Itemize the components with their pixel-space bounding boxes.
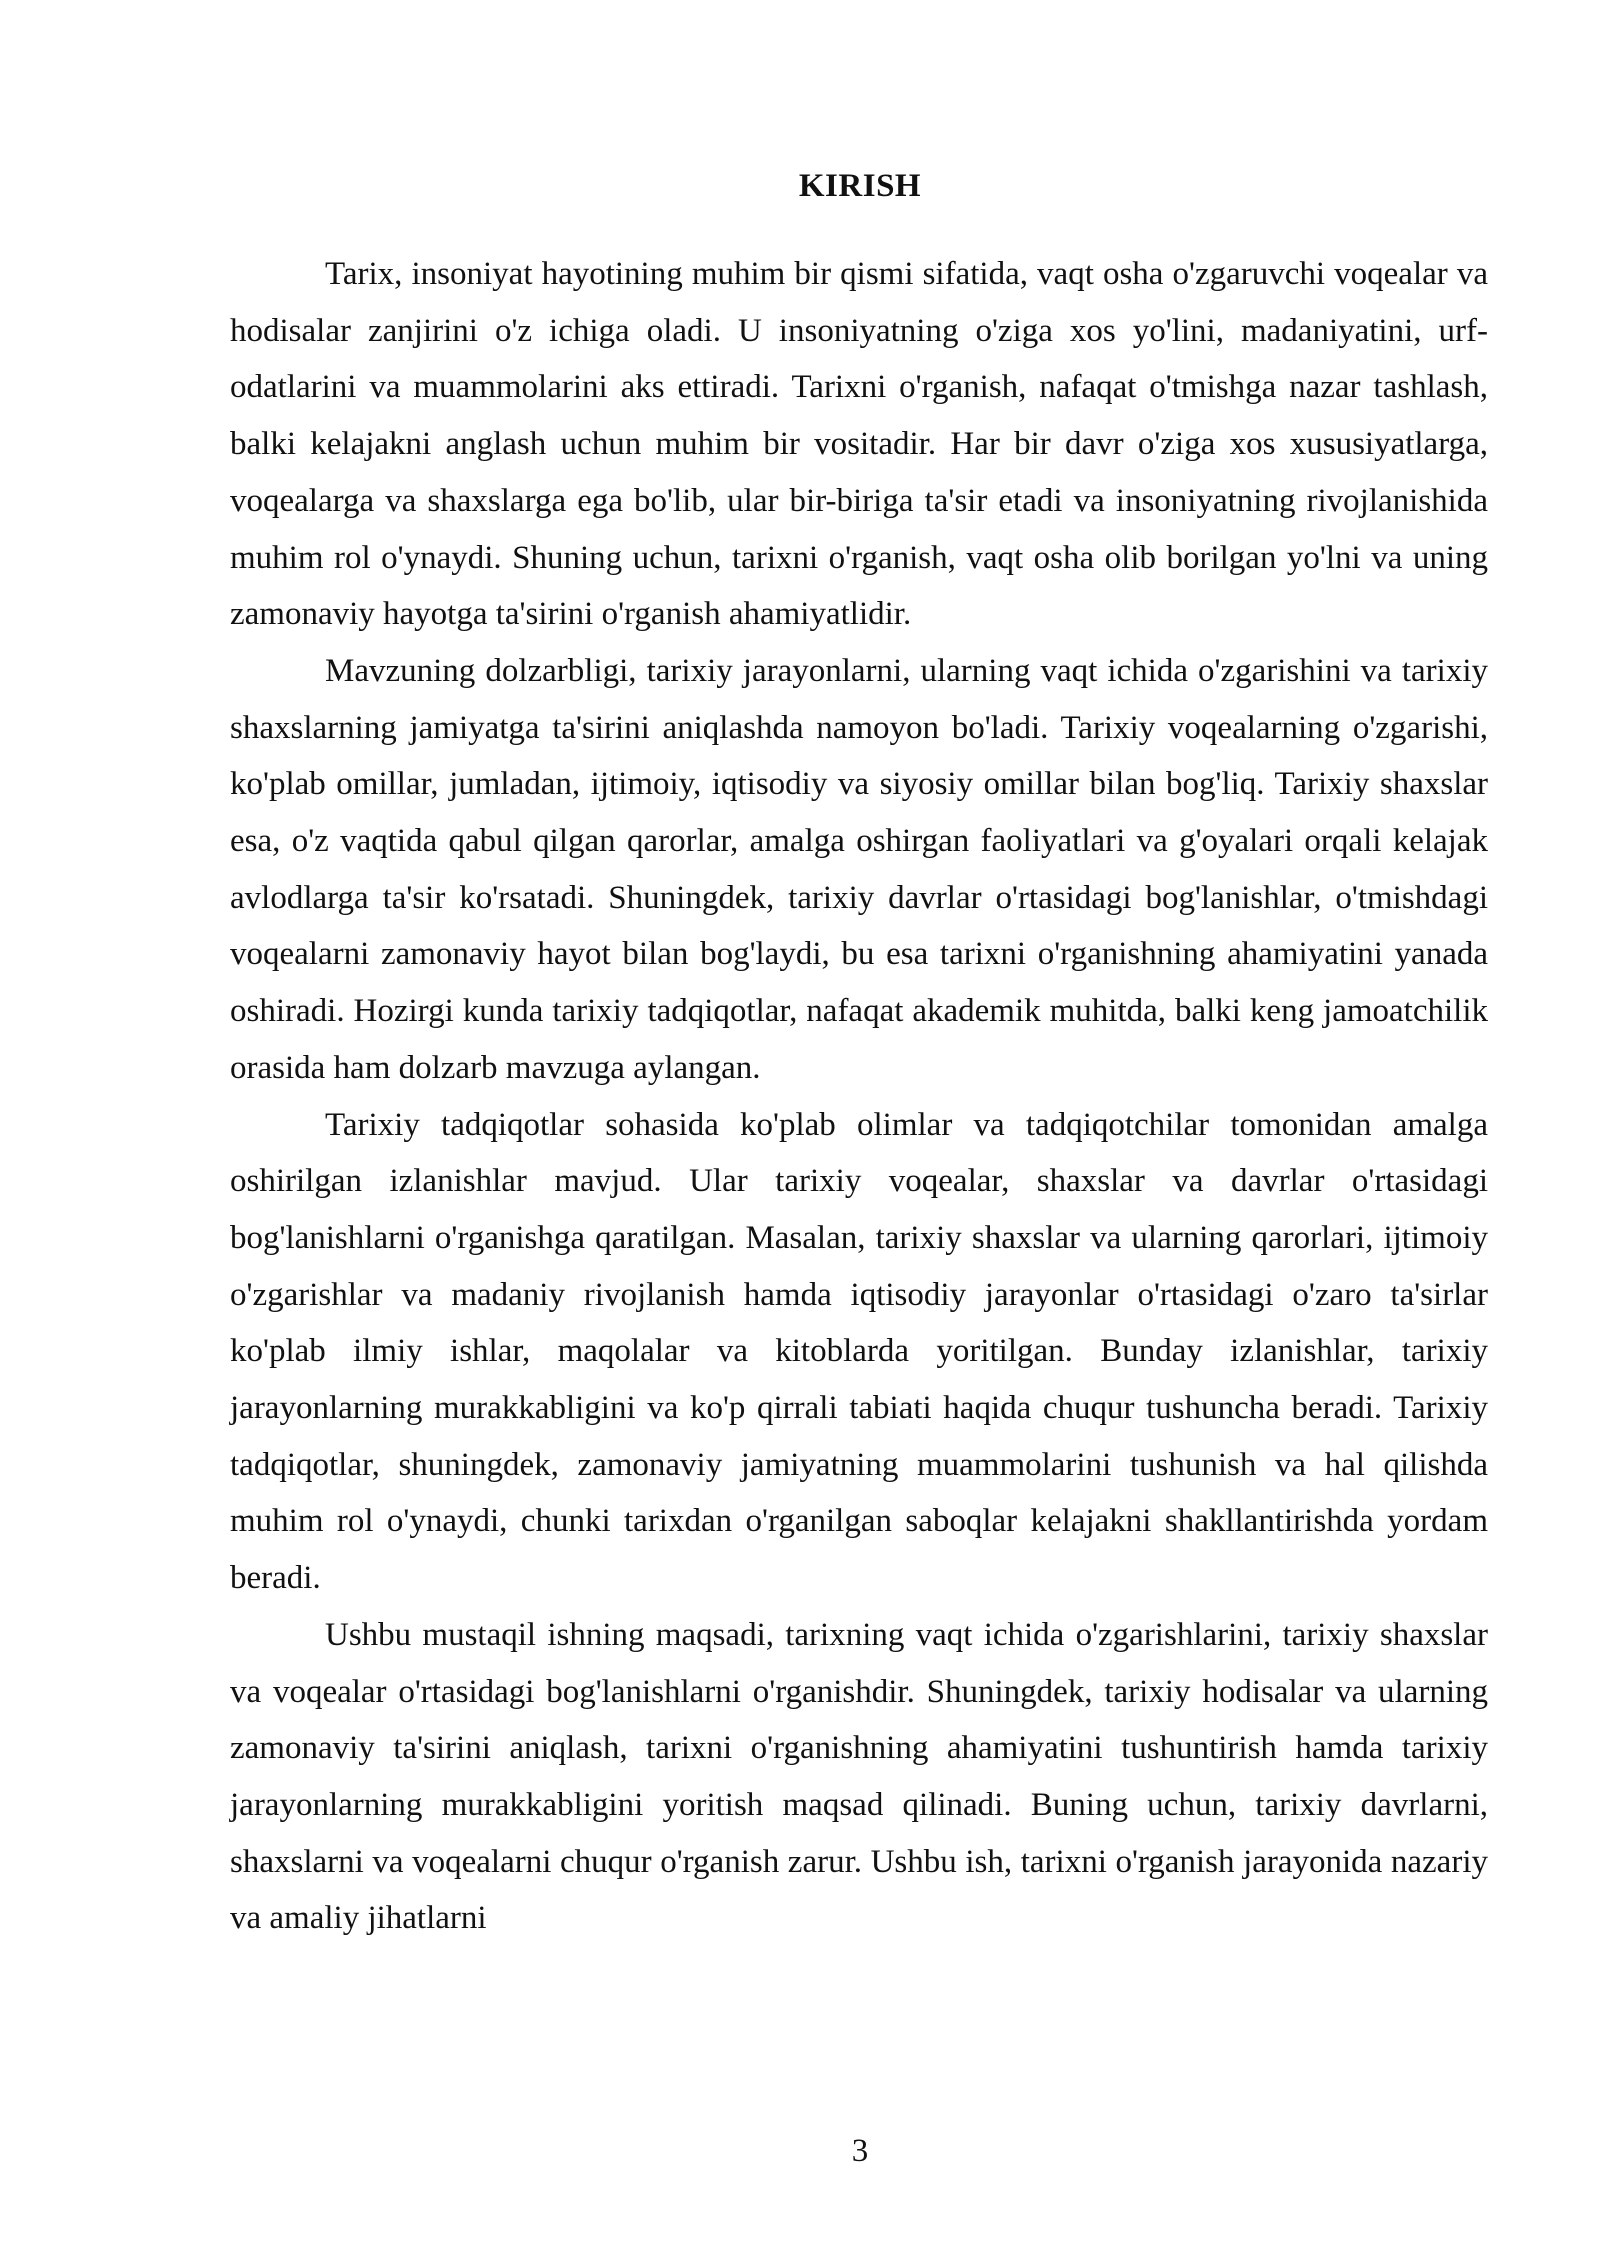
paragraph-4: Ushbu mustaqil ishning maqsadi, tarixning vaqt ichida o'zgarishlarini, tarixiy shaxslar va voqealar o'rtasidagi bog'lanishlarni o'rganishdir. Shuningdek, tarixiy hodisalar va ularning zamonaviy ta'sirini aniqlash, tarixni o'rganishning ahamiyatini tushuntirish hamda tarixiy jarayonlarning murakkabligini yoritish maqsad qilinadi. Buning uchun, tarixiy davrlarni, shaxslarni va voqealarni chuqur o'rganish zarur. Ushbu ish, tarixni o'rganish jarayonida nazariy va amaliy jihatlarni (230, 1616, 1488, 1937)
body-text (230, 246, 1488, 1947)
page-title: KIRISH (798, 168, 922, 204)
page-number: 3 (851, 2133, 869, 2169)
paragraph-3: Tarixiy tadqiqotlar sohasida ko'plab olimlar va tadqiqotchilar tomonidan amalga oshirilgan izlanishlar mavjud. Ular tarixiy voqealar, shaxslar va davrlar o'rtasidagi bog'lanishlarni o'rganishga qaratilgan. Masalan, tarixiy shaxslar va ularning qarorlari, ijtimoiy o'zgarishlar va madaniy rivojlanish hamda iqtisodiy jarayonlar o'rtasidagi o'zaro ta'sirlar ko'plab ilmiy ishlar, maqolalar va kitoblarda yoritilgan. Bunday izlanishlar, tarixiy jarayonlarning murakkabligini va ko'p qirrali tabiati haqida chuqur tushuncha beradi. Tarixiy tadqiqotlar, shuningdek, zamonaviy jamiyatning muammolarini tushunish va hal qilishda muhim rol o'ynaydi, chunki tarixdan o'rganilgan saboqlar kelajakni shakllantirishda yordam beradi. (230, 1106, 1488, 1597)
paragraph-2: Mavzuning dolzarbligi, tarixiy jarayonlarni, ularning vaqt ichida o'zgarishini va tarixiy shaxslarning jamiyatga ta'sirini aniqlashda namoyon bo'ladi. Tarixiy voqealarning o'zgarishi, ko'plab omillar, jumladan, ijtimoiy, iqtisodiy va siyosiy omillar bilan bog'liq. Tarixiy shaxslar esa, o'z vaqtida qabul qilgan qarorlar, amalga oshirgan faoliyatlari va g'oyalari orqali kelajak avlodlarga ta'sir ko'rsatadi. Shuningdek, tarixiy davrlar o'rtasidagi bog'lanishlar, o'tmishdagi voqealarni zamonaviy hayot bilan bog'laydi, bu esa tarixni o'rganishning ahamiyatini yanada oshiradi. Hozirgi kunda tarixiy tadqiqotlar, nafaqat akademik muhitda, balki keng jamoatchilik orasida ham dolzarb mavzuga aylangan. (230, 652, 1488, 1086)
paragraph-1: Tarix, insoniyat hayotining muhim bir qismi sifatida, vaqt osha o'zgaruvchi voqealar va hodisalar zanjirini o'z ichiga oladi. U insoniyatning o'ziga xos yo'lini, madaniyatini, urf-odatlarini va muammolarini aks ettiradi. Tarixni o'rganish, nafaqat o'tmishga nazar tashlash, balki kelajakni anglash uchun muhim bir vositadir. Har bir davr o'ziga xos xususiyatlarga, voqealarga va shaxslarga ega bo'lib, ular bir-biriga ta'sir etadi va insoniyatning rivojlanishida muhim rol o'ynaydi. Shuning uchun, tarixni o'rganish, vaqt osha olib borilgan yo'lni va uning zamonaviy hayotga ta'sirini o'rganish ahamiyatlidir. (230, 256, 1488, 633)
